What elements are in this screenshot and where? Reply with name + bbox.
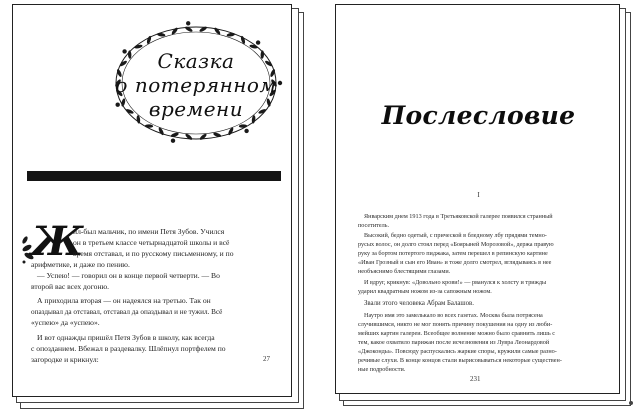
wreath-flower <box>256 40 260 44</box>
left-para-3-line-3: «успею» да «успею». <box>31 318 100 327</box>
left-para-2-line-1: арифметике, и даже по пению. <box>31 260 130 269</box>
wreath-leaf <box>145 124 154 128</box>
right-para-5-line-1: Наутро имя это замелькало во всех газетах. Москва была потрясена <box>364 312 543 319</box>
right-para-1-line-1: Январским днем 1913 года в Третьяковской галерее появился странный <box>364 213 553 220</box>
right-para-5-line-4: тем, какое охватило парижан после исчезновения из Лувра Леонардовой <box>358 339 550 346</box>
right-para-5-line-3: мейших картин галереи. Всеобщее волнение можно было сравнить лишь с <box>358 330 555 337</box>
left-para-2-line-2: — Успею! — говорил он в конце первой четверти. — Во <box>37 271 220 280</box>
right-para-2-line-4: «Иван Грозный и сын его Иван» и тоже долго смотрел, вглядываясь в нее <box>358 259 552 266</box>
right-para-3-line-1: И вдруг, крикнув: «Довольно крови!» — рванулся к холсту и трижды <box>364 279 547 286</box>
left-para-2-line-3: второй вас всех догоню. <box>31 282 110 291</box>
left-para-1-line-2: он в третьем классе четырнадцатой школы и всё <box>73 238 230 247</box>
right-para-2-line-2: русых волос, он долго стоял перед «Боярыней Морозовой», держа правую <box>358 241 554 248</box>
right-para-3-line-2: ударил квадратным ножом из-за сапожным ножом. <box>358 288 492 295</box>
title-line-2: о потерянном <box>115 73 277 97</box>
right-para-1-line-2: посетитель. <box>358 222 390 229</box>
left-para-1-line-3: время отставал, и по русскому письменному, и по <box>73 249 234 258</box>
wreath-leaf <box>239 124 248 128</box>
section-number: I <box>477 191 480 199</box>
right-book-page <box>335 4 620 394</box>
right-page-number: 231 <box>470 375 481 383</box>
afterword-title: Послесловие <box>381 101 576 130</box>
left-book-page <box>12 4 292 397</box>
left-page-number: 27 <box>263 355 270 363</box>
wreath-flower <box>244 129 248 133</box>
left-para-3-line-2: опаздывал да отставал, отставал да опаздывал и не тужил. Всё <box>31 308 223 316</box>
wreath-flower <box>186 21 190 25</box>
left-para-1-line-1: ил-был мальчик, по имени Петя Зубов. Учился <box>73 227 225 236</box>
title-line-3: времени <box>148 97 244 121</box>
title-divider-bar <box>27 171 281 181</box>
right-para-2-line-1: Высокий, бедно одетый, с прической в бледному лбу прядями темно- <box>364 232 547 239</box>
left-para-4-line-2: с опозданием. Вбежал в раздевалку. Шлёпнул портфелем по <box>31 344 226 353</box>
right-para-5-line-7: ные подробности. <box>358 366 406 373</box>
right-para-5-line-5: «Джоконды». Повсюду распускались жаркие споры, кружили самые разно- <box>358 348 557 355</box>
right-para-2-line-3: руку за бортом потертого пиджака, затем перешел в репинскую картине <box>358 250 548 257</box>
right-para-4-line-1: Звали этого человека Абрам Балашов. <box>364 300 474 307</box>
wreath-flower <box>171 139 175 143</box>
right-para-5-line-6: речивые слухи. В конце концов стали вырисовываться некоторые существен- <box>358 357 562 364</box>
left-para-3-line-1: А приходила вторая — он надеялся на третью. Так он <box>37 296 211 305</box>
left-para-4-line-1: И вот однажды пришёл Петя Зубов в школу, как всегда <box>37 333 215 342</box>
corner-dot <box>629 401 633 405</box>
title-line-1: Сказка <box>157 49 235 73</box>
title-wreath <box>108 19 284 147</box>
left-para-4-line-3: загородке и крикнул: <box>31 355 99 364</box>
right-para-2-line-5: необъяснимо блестящими глазами. <box>358 268 451 275</box>
right-para-5-line-2: случившимся, никто не мог понять причину покушения на одну из люби- <box>358 321 553 328</box>
drop-cap-letter: Ж <box>31 218 84 265</box>
